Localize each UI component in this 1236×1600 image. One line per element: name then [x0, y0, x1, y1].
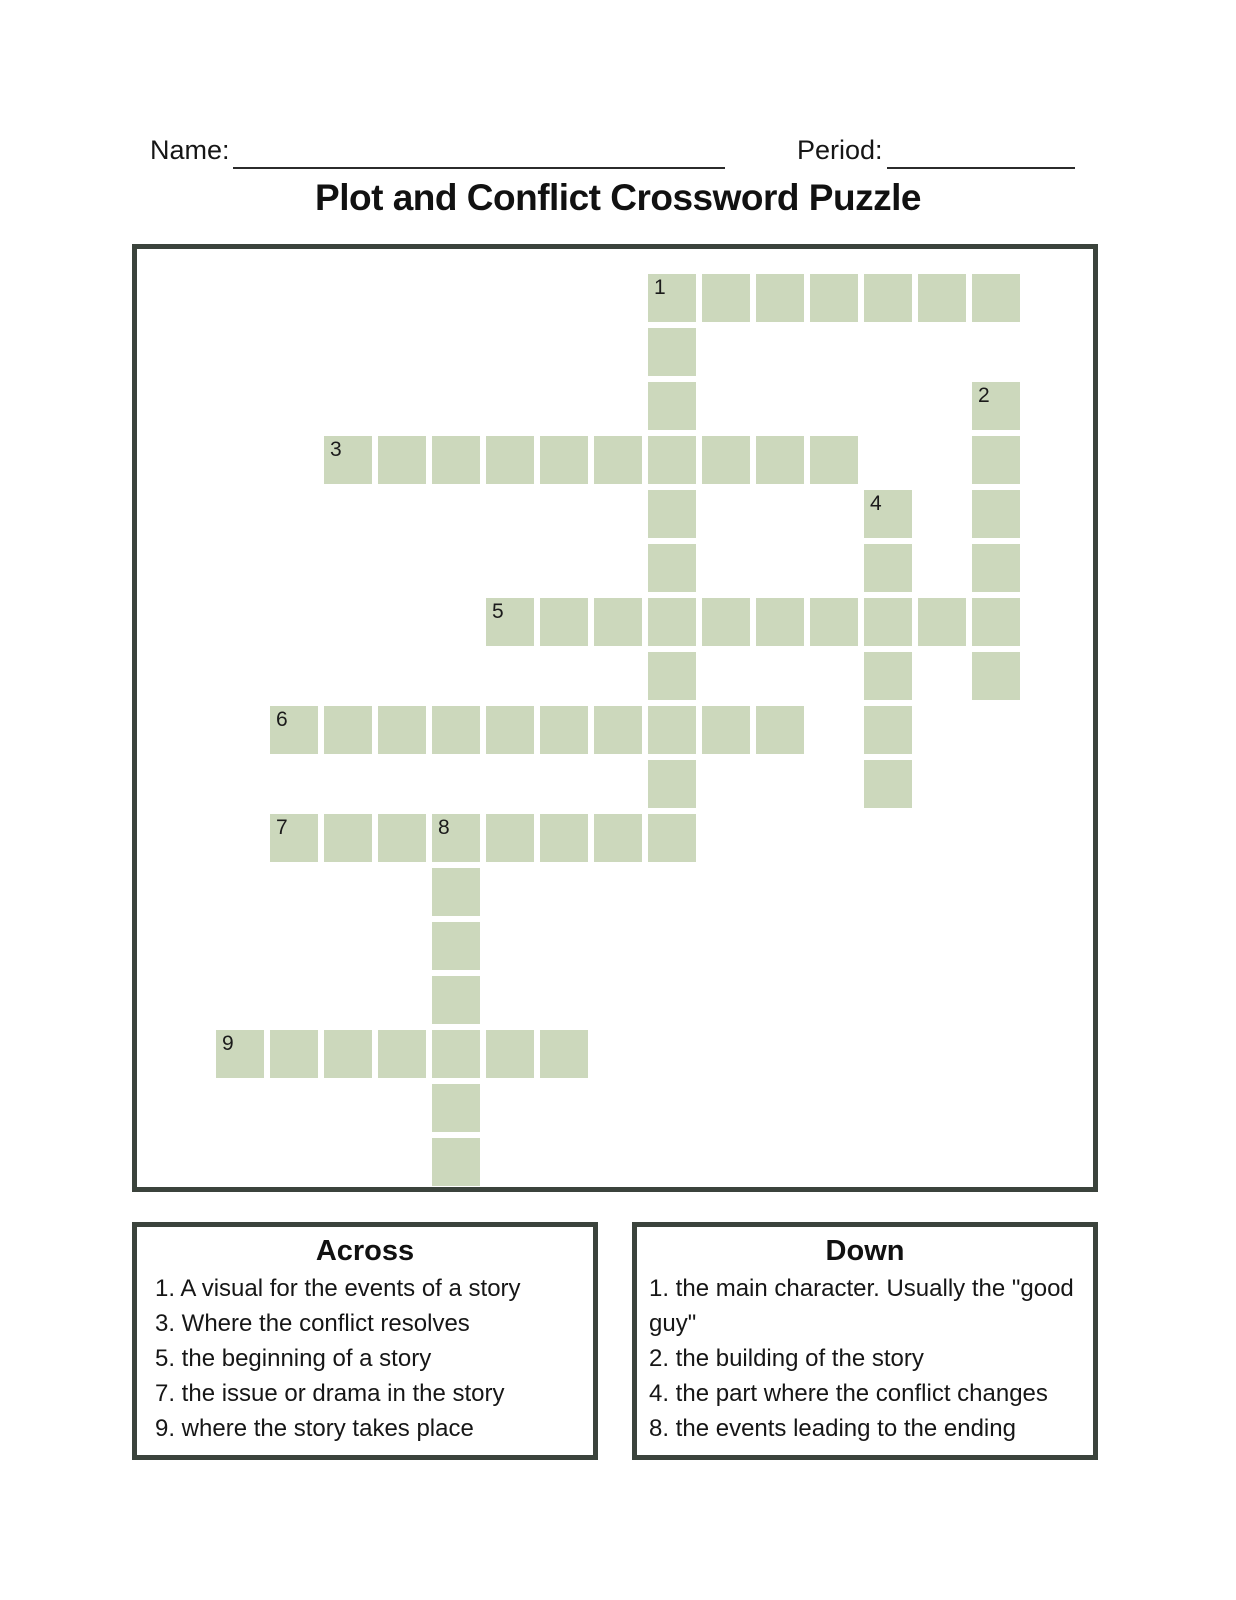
grid-cell[interactable]	[432, 814, 480, 862]
grid-cell[interactable]	[756, 706, 804, 754]
grid-cell[interactable]	[972, 274, 1020, 322]
grid-cell[interactable]	[432, 976, 480, 1024]
grid-cell[interactable]	[972, 544, 1020, 592]
grid-cell[interactable]	[648, 598, 696, 646]
cell-number: 9	[222, 1032, 234, 1055]
grid-cell[interactable]	[648, 436, 696, 484]
grid-cell[interactable]	[486, 1030, 534, 1078]
grid-cell[interactable]	[378, 1030, 426, 1078]
grid-cell[interactable]	[486, 814, 534, 862]
period-label: Period:	[797, 135, 883, 165]
grid-cell[interactable]	[486, 436, 534, 484]
grid-cell[interactable]	[864, 598, 912, 646]
grid-cell[interactable]	[432, 868, 480, 916]
grid-cell[interactable]	[756, 274, 804, 322]
down-clue-list	[637, 1268, 1093, 1446]
grid-cell[interactable]	[972, 598, 1020, 646]
grid-cell[interactable]	[918, 274, 966, 322]
grid-cell[interactable]	[270, 706, 318, 754]
grid-cell[interactable]	[864, 652, 912, 700]
grid-cell[interactable]	[810, 598, 858, 646]
cell-number: 7	[276, 816, 288, 839]
clue-item: 9. where the story takes place	[155, 1415, 474, 1442]
cell-number: 1	[654, 276, 666, 299]
grid-cell[interactable]	[594, 436, 642, 484]
grid-cell[interactable]	[756, 598, 804, 646]
grid-cell[interactable]	[540, 436, 588, 484]
across-clue-list	[137, 1268, 593, 1446]
grid-cell[interactable]	[648, 328, 696, 376]
cell-number: 3	[330, 438, 342, 461]
cell-number: 2	[978, 384, 990, 407]
grid-cell[interactable]	[378, 436, 426, 484]
clue-item: 1. the main character. Usually the "good guy"	[649, 1275, 1074, 1337]
grid-cell[interactable]	[432, 922, 480, 970]
grid-cell[interactable]	[648, 274, 696, 322]
grid-cell[interactable]	[702, 598, 750, 646]
down-title: Down	[825, 1235, 905, 1267]
grid-cell[interactable]	[864, 706, 912, 754]
cell-number: 5	[492, 600, 504, 623]
grid-cell[interactable]	[648, 544, 696, 592]
grid-cell[interactable]	[648, 652, 696, 700]
grid-cell[interactable]	[594, 598, 642, 646]
grid-cell[interactable]	[648, 490, 696, 538]
grid-cell[interactable]	[972, 490, 1020, 538]
name-label: Name:	[150, 135, 230, 165]
grid-cell[interactable]	[648, 760, 696, 808]
grid-cell[interactable]	[810, 436, 858, 484]
grid-cell[interactable]	[540, 1030, 588, 1078]
grid-cell[interactable]	[378, 706, 426, 754]
grid-cell[interactable]	[378, 814, 426, 862]
grid-cell[interactable]	[594, 706, 642, 754]
grid-cell[interactable]	[432, 706, 480, 754]
grid-cell[interactable]	[972, 652, 1020, 700]
grid-cell[interactable]	[432, 1084, 480, 1132]
grid-cell[interactable]	[918, 598, 966, 646]
cell-number: 6	[276, 708, 288, 731]
grid-cell[interactable]	[540, 814, 588, 862]
grid-cell[interactable]	[648, 814, 696, 862]
grid-cell[interactable]	[972, 436, 1020, 484]
grid-cell[interactable]	[324, 706, 372, 754]
grid-cell[interactable]	[540, 598, 588, 646]
grid-cell[interactable]	[702, 436, 750, 484]
clue-item: 8. the events leading to the ending	[649, 1415, 1016, 1442]
grid-cell[interactable]	[702, 706, 750, 754]
clue-item: 3. Where the conflict resolves	[155, 1310, 470, 1337]
grid-cell[interactable]	[864, 760, 912, 808]
grid-cell[interactable]	[864, 274, 912, 322]
across-title: Across	[315, 1235, 415, 1267]
grid-cell[interactable]	[486, 706, 534, 754]
clue-item: 4. the part where the conflict changes	[649, 1380, 1048, 1407]
clue-item: 7. the issue or drama in the story	[155, 1380, 505, 1407]
cell-number: 8	[438, 816, 450, 839]
grid-cell[interactable]	[648, 706, 696, 754]
period-input-line[interactable]	[887, 167, 1075, 169]
grid-cell[interactable]	[864, 490, 912, 538]
down-box	[632, 1222, 1098, 1460]
name-input-line[interactable]	[233, 167, 725, 169]
grid-cell[interactable]	[702, 274, 750, 322]
grid-cell[interactable]	[432, 1030, 480, 1078]
grid-cell[interactable]	[216, 1030, 264, 1078]
grid-cell[interactable]	[594, 814, 642, 862]
grid-cell[interactable]	[540, 706, 588, 754]
grid-cell[interactable]	[270, 1030, 318, 1078]
grid-cell[interactable]	[324, 814, 372, 862]
page-title: Plot and Conflict Crossword Puzzle	[315, 177, 921, 218]
grid-cell[interactable]	[432, 1138, 480, 1186]
grid-cell[interactable]	[270, 814, 318, 862]
across-box	[132, 1222, 598, 1460]
clue-item: 5. the beginning of a story	[155, 1345, 432, 1372]
cell-number: 4	[870, 492, 882, 515]
grid-cell[interactable]	[432, 436, 480, 484]
grid-cell[interactable]	[756, 436, 804, 484]
grid-cell[interactable]	[810, 274, 858, 322]
grid-cell[interactable]	[648, 382, 696, 430]
clue-item: 2. the building of the story	[649, 1345, 924, 1372]
grid-cell[interactable]	[486, 598, 534, 646]
grid-cell[interactable]	[864, 544, 912, 592]
grid-cell[interactable]	[972, 382, 1020, 430]
clue-item: 1. A visual for the events of a story	[155, 1275, 521, 1302]
grid-cell[interactable]	[324, 1030, 372, 1078]
grid-cell[interactable]	[324, 436, 372, 484]
